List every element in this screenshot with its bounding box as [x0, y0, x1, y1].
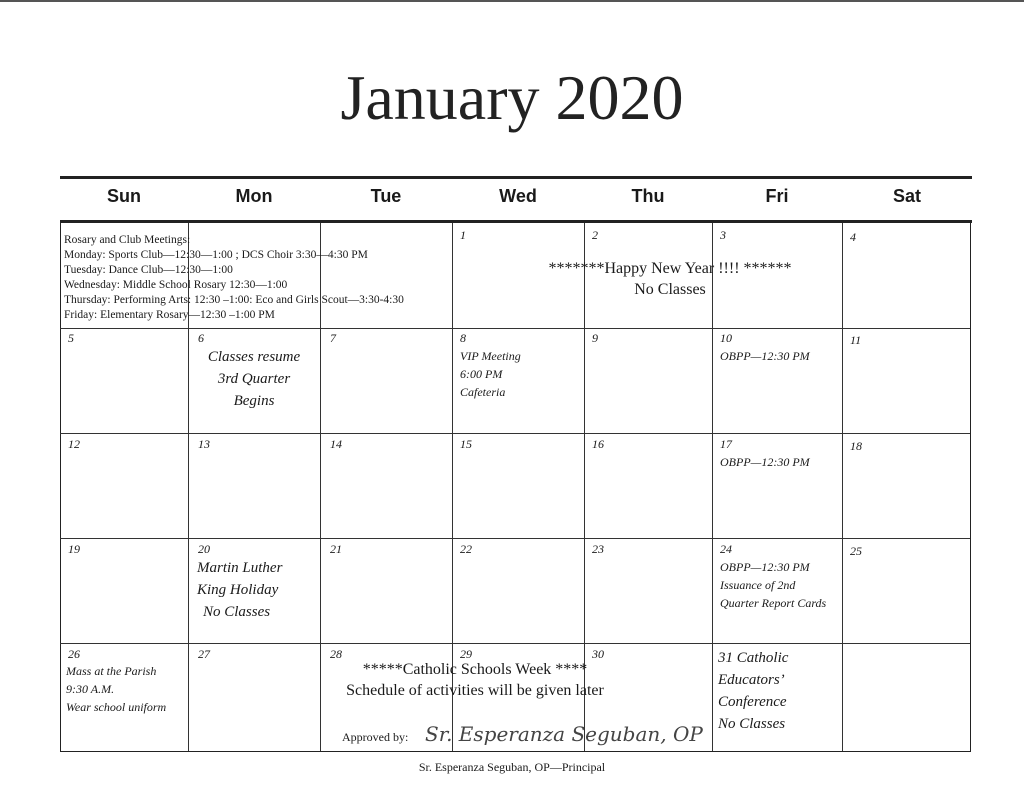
- mlk-holiday-note: [197, 557, 282, 623]
- note-line: Begins: [233, 393, 275, 409]
- date-8: 8: [460, 331, 466, 345]
- new-year-line: *******Happy New Year !!!! ******: [548, 260, 792, 277]
- note-line: Quarter Report Cards: [720, 596, 827, 610]
- date-2: 2: [592, 228, 598, 242]
- date-30: 30: [592, 647, 604, 661]
- date-13: 13: [198, 437, 210, 451]
- note-line: Conference: [718, 694, 787, 710]
- obpp-note: OBPP—12:30 PM: [720, 349, 810, 363]
- note-line: No Classes: [203, 604, 271, 620]
- club-monday: Monday: Sports Club—12:30—1:00 ; DCS Choir 3:30—4:30 PM: [64, 249, 368, 261]
- note-line: 31 Catholic: [718, 650, 789, 666]
- date-1: 1: [460, 228, 466, 242]
- date-11: 11: [850, 333, 862, 347]
- banner-line: Schedule of activities will be given later: [346, 682, 604, 699]
- header-rule-top: [60, 176, 972, 179]
- note-line: Martin Luther: [197, 560, 283, 576]
- day-header-sun: Sun: [107, 186, 141, 206]
- classes-resume-note: [188, 346, 320, 412]
- date-24: 24: [720, 542, 732, 556]
- date-22: 22: [460, 542, 472, 556]
- day-header-wed: Wed: [499, 186, 537, 206]
- date-4: 4: [850, 230, 856, 244]
- date-6: 6: [198, 331, 204, 345]
- grid-line: [842, 223, 843, 751]
- note-line: Classes resume: [207, 349, 301, 365]
- club-tuesday: Tuesday: Dance Club—12:30—1:00: [64, 264, 233, 276]
- grid-line: [60, 538, 970, 539]
- date-25: 25: [850, 544, 862, 558]
- date-3: 3: [720, 228, 726, 242]
- banner-line: *****Catholic Schools Week ****: [362, 661, 588, 678]
- principal-name: Sr. Esperanza Seguban, OP—Principal: [418, 760, 606, 774]
- note-line: King Holiday: [197, 582, 279, 598]
- date-28: 28: [330, 647, 342, 661]
- report-cards-note: [720, 558, 826, 612]
- grid-line: [60, 433, 970, 434]
- date-15: 15: [460, 437, 472, 451]
- date-10: 10: [720, 331, 732, 345]
- grid-line: [712, 223, 713, 751]
- grid-line: [60, 643, 970, 644]
- calendar-title: January 2020: [340, 62, 684, 133]
- date-12: 12: [68, 437, 80, 451]
- date-26: 26: [68, 647, 80, 661]
- approved-by-label: Approved by:: [342, 730, 409, 744]
- day-header-sat: Sat: [892, 186, 921, 206]
- day-header-thu: Thu: [631, 186, 665, 206]
- principal-signature: Sr. Esperanza Seguban, OP: [425, 722, 703, 746]
- day-header-fri: Fri: [765, 186, 789, 206]
- club-wednesday: Wednesday: Middle School Rosary 12:30—1:00: [64, 279, 288, 291]
- note-line: Wear school uniform: [66, 700, 167, 714]
- new-year-no-classes: No Classes: [634, 281, 706, 298]
- club-friday: Friday: Elementary Rosary—12:30 –1:00 PM: [64, 309, 275, 321]
- note-line: Cafeteria: [460, 385, 506, 399]
- date-20: 20: [198, 542, 210, 556]
- date-19: 19: [68, 542, 80, 556]
- note-line: Educators’: [718, 672, 785, 688]
- grid-line: [60, 328, 970, 329]
- mass-note: [66, 662, 166, 716]
- date-16: 16: [592, 437, 604, 451]
- obpp-note: OBPP—12:30 PM: [720, 455, 810, 469]
- note-line: 3rd Quarter: [217, 371, 291, 387]
- day-header-mon: Mon: [235, 186, 273, 206]
- note-line: 9:30 A.M.: [66, 682, 115, 696]
- day-header-tue: Tue: [370, 186, 402, 206]
- note-line: No Classes: [718, 716, 786, 732]
- date-29: 29: [460, 647, 472, 661]
- date-7: 7: [330, 331, 336, 345]
- educators-conference-note: [718, 647, 788, 735]
- club-thursday: Thursday: Performing Arts: 12:30 –1:00: Eco and Girls Scout—3:30-4:30: [64, 294, 404, 306]
- date-18: 18: [850, 439, 862, 453]
- note-line: VIP Meeting: [460, 349, 521, 363]
- note-line: OBPP—12:30 PM: [720, 560, 810, 574]
- note-line: Issuance of 2nd: [720, 578, 796, 592]
- club-heading: Rosary and Club Meetings:: [64, 234, 191, 246]
- vip-meeting-note: [460, 347, 521, 401]
- catholic-schools-week-banner: [310, 659, 640, 701]
- date-5: 5: [68, 331, 74, 345]
- note-line: 6:00 PM: [460, 367, 503, 381]
- top-border-line: [0, 0, 1024, 2]
- date-27: 27: [198, 647, 210, 661]
- date-23: 23: [592, 542, 604, 556]
- date-21: 21: [330, 542, 342, 556]
- new-year-banner: [520, 258, 820, 300]
- date-17: 17: [720, 437, 732, 451]
- date-14: 14: [330, 437, 342, 451]
- note-line: Mass at the Parish: [66, 664, 157, 678]
- club-meetings-note: [64, 233, 404, 323]
- date-9: 9: [592, 331, 598, 345]
